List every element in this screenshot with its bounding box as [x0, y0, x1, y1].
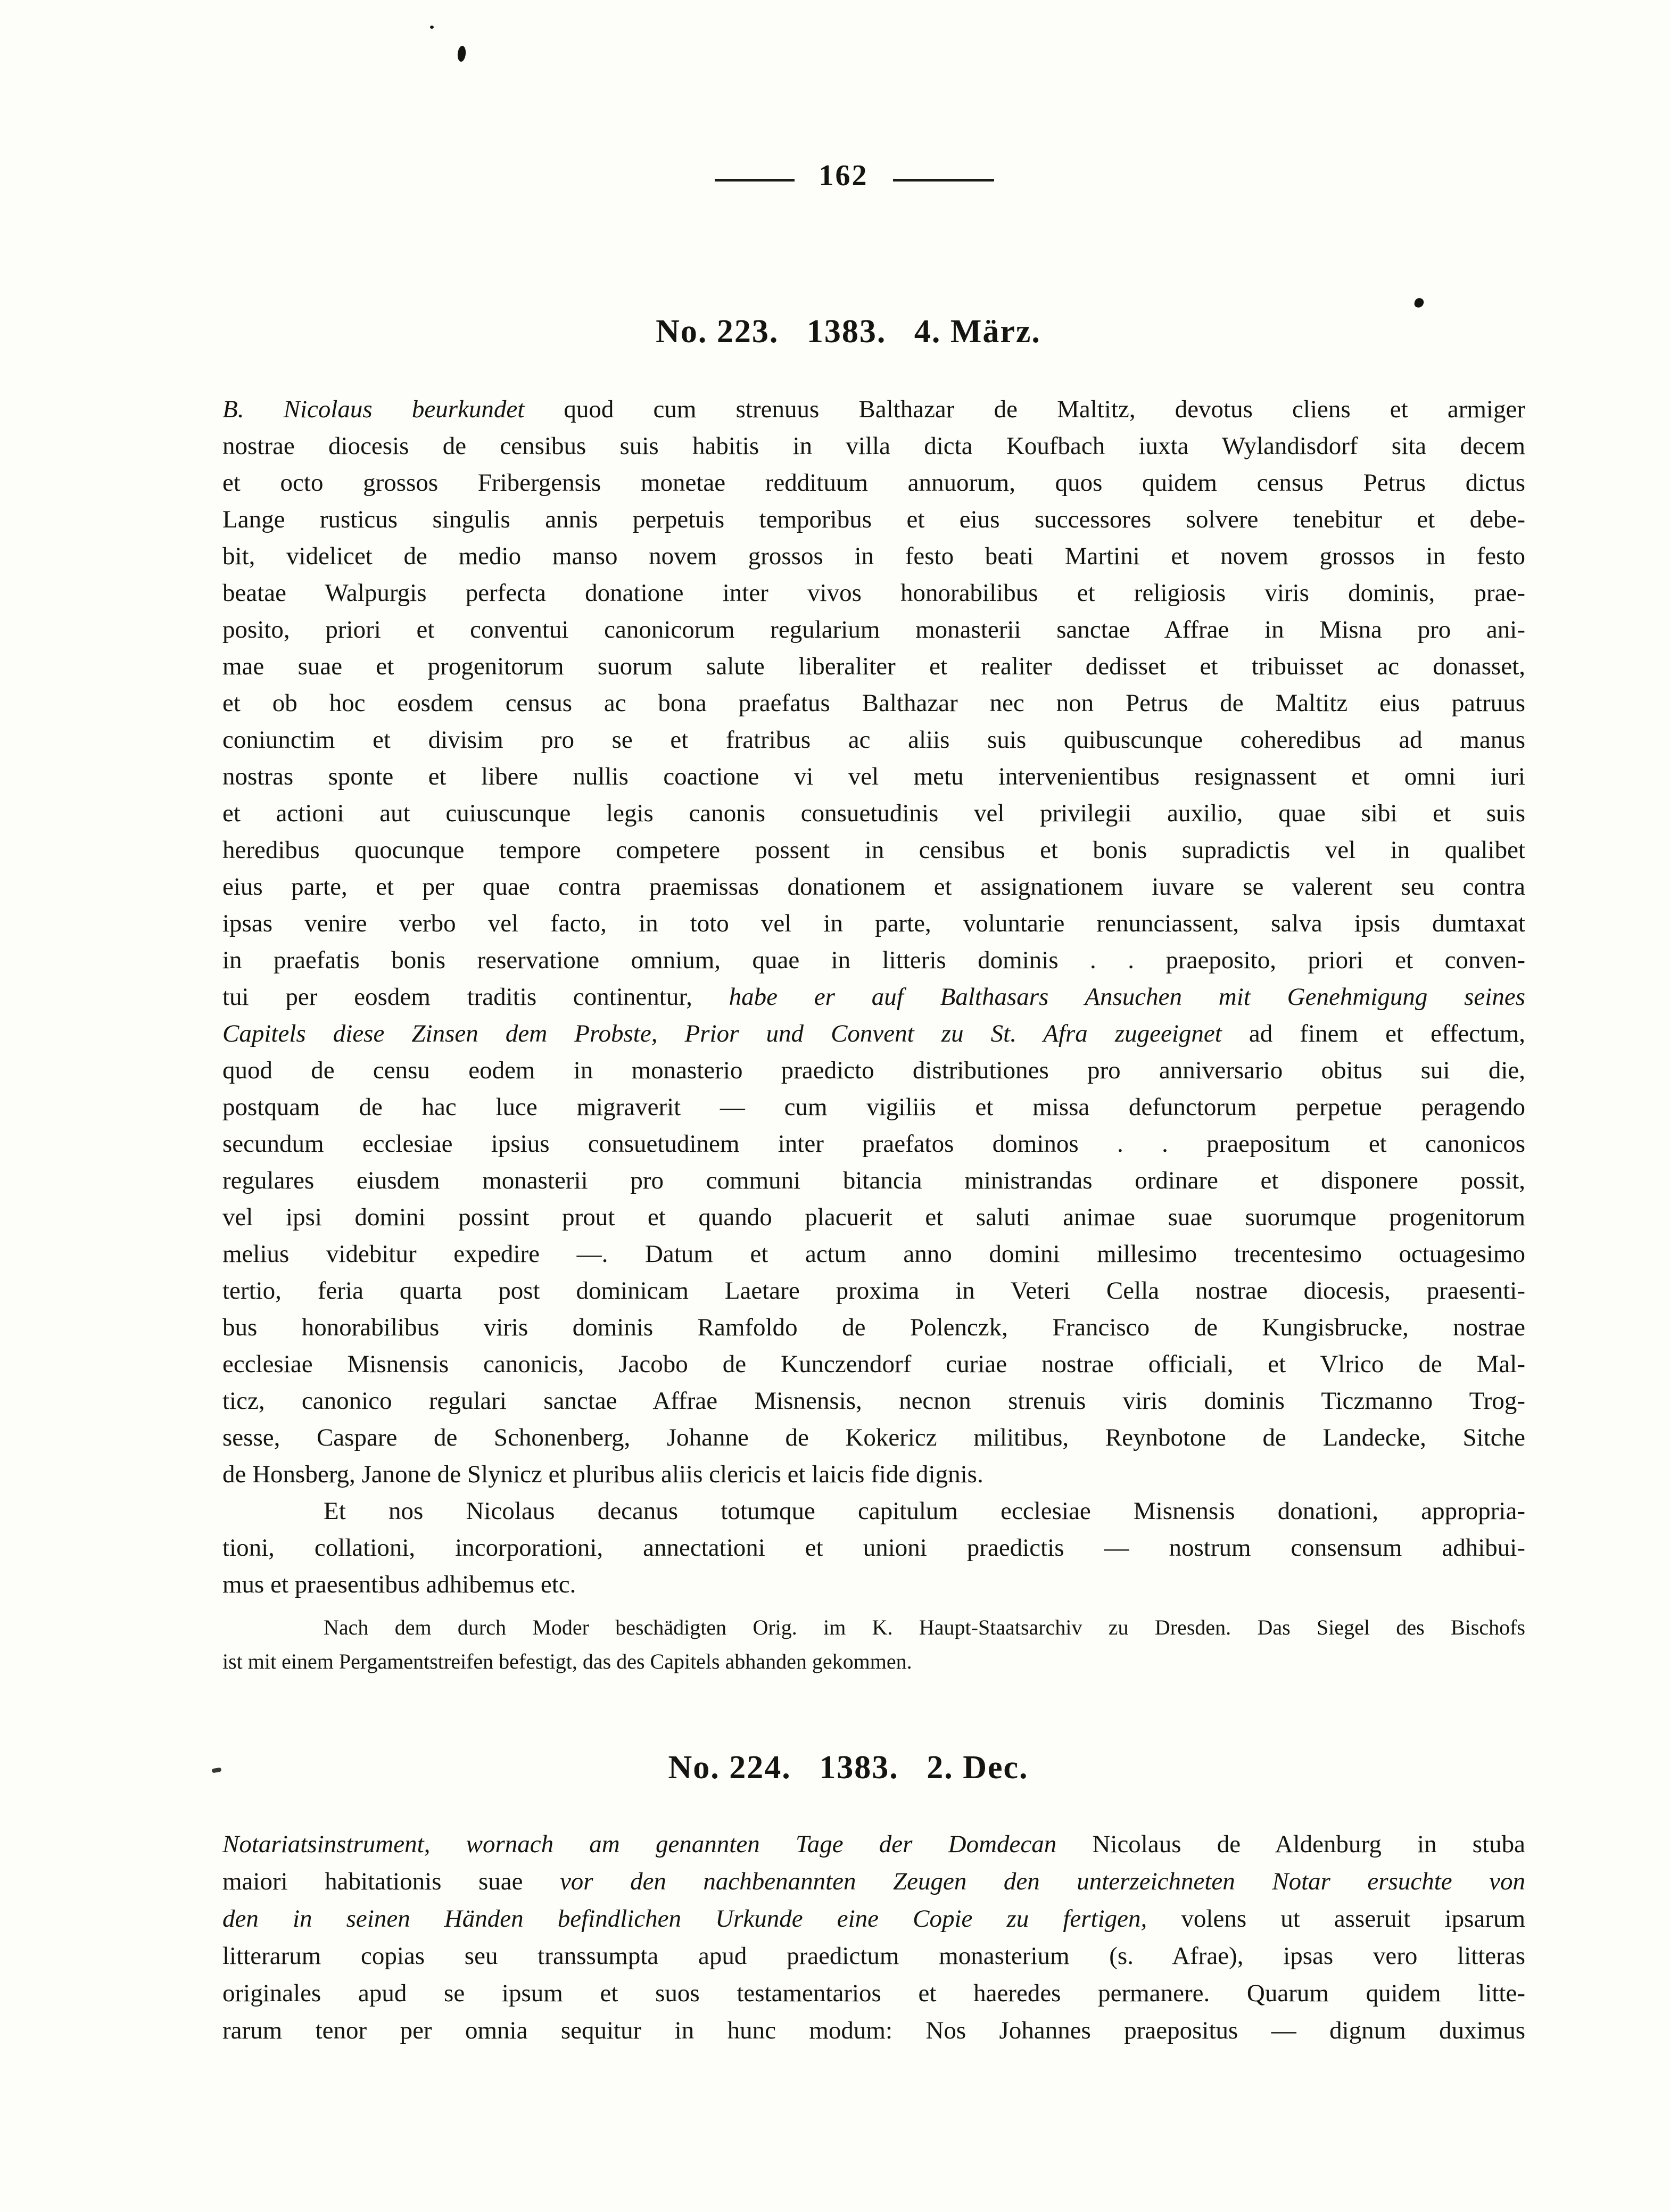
ink-blot-top	[457, 45, 466, 62]
ink-speck-top	[430, 26, 434, 29]
text-run: Nicolaus de Aldenburg in stuba	[1056, 1830, 1525, 1858]
text-line	[222, 1611, 1525, 1645]
page-number: 162	[819, 159, 869, 192]
text-line	[222, 1826, 1525, 1863]
italic-text-run: habe er auf Balthasars Ansuchen mit Genehmigung seines	[729, 983, 1525, 1011]
entry-223-source-note	[222, 1611, 1525, 1679]
entry-224-heading: No. 224. 1383. 2. Dec.	[668, 1749, 1029, 1786]
text-line	[222, 942, 1525, 979]
entry-223-paragraph-1	[222, 391, 1525, 1493]
text-line	[222, 1456, 1525, 1493]
text-line	[222, 1016, 1525, 1052]
text-run: maiori habitationis suae	[222, 1868, 560, 1895]
text-run: tioni, collationi, incorporationi, annectationi et unioni praedictis — nostrum consensum adhibui-	[222, 1534, 1525, 1562]
text-line	[222, 648, 1525, 685]
text-line	[222, 1346, 1525, 1383]
text-line	[222, 1530, 1525, 1566]
text-run: postquam de hac luce migraverit — cum vigiliis et missa defunctorum perpetue peragendo	[222, 1093, 1525, 1121]
italic-text-run: B. Nicolaus beurkundet	[222, 395, 525, 423]
entry-224-body	[222, 1826, 1525, 2049]
text-run: Nach dem durch Moder beschädigten Orig. im K. Haupt-Staatsarchiv zu Dresden. Das Siegel des Bischofs	[324, 1615, 1525, 1639]
italic-text-run: Capitels diese Zinsen dem Probste, Prior und Convent zu St. Afra zugeeignet	[222, 1020, 1222, 1047]
text-run: in praefatis bonis reservatione omnium, quae in litteris dominis . . praeposito, priori et conven-	[222, 946, 1525, 974]
text-line	[222, 758, 1525, 795]
text-line	[222, 1900, 1525, 1937]
entry-223-body	[222, 391, 1525, 1603]
text-line	[222, 1126, 1525, 1162]
text-line	[222, 1566, 1525, 1603]
text-line	[222, 722, 1525, 758]
text-run: et octo grossos Fribergensis monetae reddituum annuorum, quos quidem census Petrus dictus	[222, 469, 1525, 497]
text-run: originales apud se ipsum et suos testamentarios et haeredes permanere. Quarum quidem litte-	[222, 1979, 1525, 2007]
text-run: beatae Walpurgis perfecta donatione inter vivos honorabilibus et religiosis viris dominis, prae-	[222, 579, 1525, 607]
text-run: ecclesiae Misnensis canonicis, Jacobo de Kunczendorf curiae nostrae officiali, et Vlrico de Mal-	[222, 1350, 1525, 1378]
italic-text-run: vor den nachbenannten Zeugen den unterzeichneten Notar ersuchte von	[559, 1868, 1525, 1895]
text-run: mus et praesentibus adhibemus etc.	[222, 1571, 576, 1598]
text-run: tertio, feria quarta post dominicam Laetare proxima in Veteri Cella nostrae diocesis, praesenti-	[222, 1277, 1525, 1305]
text-line	[222, 1863, 1525, 1900]
text-run: sesse, Caspare de Schonenberg, Johanne de Kokericz militibus, Reynbotone de Landecke, Sitche	[222, 1424, 1525, 1451]
text-run: coniunctim et divisim pro se et fratribus ac aliis suis quibuscunque coheredibus ad manus	[222, 726, 1525, 754]
text-line	[222, 832, 1525, 869]
text-run: eius parte, et per quae contra praemissas donationem et assignationem iuvare se valerent seu contra	[222, 873, 1525, 901]
text-line	[222, 2012, 1525, 2049]
text-line	[222, 612, 1525, 648]
text-run: tui per eosdem traditis continentur,	[222, 983, 729, 1011]
italic-text-run: Notariatsinstrument, wornach am genannten Tage der Domdecan	[222, 1830, 1057, 1858]
text-run: bus honorabilibus viris dominis Ramfoldo de Polenczk, Francisco de Kungisbrucke, nostrae	[222, 1314, 1525, 1341]
text-line	[222, 391, 1525, 428]
ink-blot-right-margin	[1413, 297, 1424, 308]
text-line	[222, 905, 1525, 942]
text-line	[222, 1645, 1525, 1679]
text-run: ticz, canonico regulari sanctae Affrae Misnensis, necnon strenuis viris dominis Ticzmanno Trog-	[222, 1387, 1525, 1415]
text-run: Et nos Nicolaus decanus totumque capitulum ecclesiae Misnensis donationi, appropria-	[324, 1497, 1525, 1525]
text-run: quod cum strenuus Balthazar de Maltitz, devotus cliens et armiger	[524, 395, 1525, 423]
text-line	[222, 1162, 1525, 1199]
decorative-rule-left	[715, 179, 795, 181]
text-line	[222, 1937, 1525, 1975]
text-run: de Honsberg, Janone de Slynicz et pluribus aliis clericis et laicis fide dignis.	[222, 1460, 983, 1488]
text-line	[222, 685, 1525, 722]
text-line	[222, 428, 1525, 465]
text-run: Lange rusticus singulis annis perpetuis temporibus et eius successores solvere tenebitur et debe-	[222, 506, 1525, 533]
text-run: regulares eiusdem monasterii pro communi bitancia ministrandas ordinare et disponere possit,	[222, 1167, 1525, 1194]
text-line	[222, 1052, 1525, 1089]
text-line	[222, 1089, 1525, 1126]
text-line	[222, 1236, 1525, 1273]
text-line	[222, 465, 1525, 501]
entry-223-paragraph-2	[222, 1493, 1525, 1603]
text-line	[222, 1309, 1525, 1346]
text-run: et actioni aut cuiuscunque legis canonis consuetudinis vel privilegii auxilio, quae sibi et suis	[222, 799, 1525, 827]
text-run: et ob hoc eosdem census ac bona praefatus Balthazar nec non Petrus de Maltitz eius patruus	[222, 689, 1525, 717]
entry-223-heading: No. 223. 1383. 4. März.	[656, 313, 1041, 350]
decorative-rule-right	[893, 179, 994, 181]
text-run: litterarum copias seu transsumpta apud praedictum monasterium (s. Afrae), ipsas vero litteras	[222, 1942, 1525, 1970]
text-run: rarum tenor per omnia sequitur in hunc modum: Nos Johannes praepositus — dignum duximus	[222, 2017, 1525, 2044]
text-run: heredibus quocunque tempore competere possent in censibus et bonis supradictis vel in qualibet	[222, 836, 1525, 864]
text-run: mae suae et progenitorum suorum salute liberaliter et realiter dedisset et tribuisset ac donasset,	[222, 653, 1525, 680]
italic-text-run: den in seinen Händen befindlichen Urkunde eine Copie zu fertigen,	[222, 1905, 1147, 1933]
text-run: secundum ecclesiae ipsius consuetudinem inter praefatos dominos . . praepositum et canonicos	[222, 1130, 1525, 1158]
text-run: vel ipsi domini possint prout et quando placuerit et saluti animae suae suorumque progenitorum	[222, 1203, 1525, 1231]
page-header	[202, 159, 1506, 193]
text-run: nostrae diocesis de censibus suis habitis in villa dicta Koufbach iuxta Wylandisdorf sita decem	[222, 432, 1525, 460]
text-run: volens ut asseruit ipsarum	[1147, 1905, 1525, 1933]
text-run: ad finem et effectum,	[1221, 1020, 1526, 1047]
text-line	[222, 538, 1525, 575]
text-line	[222, 795, 1525, 832]
text-line	[222, 575, 1525, 612]
text-line	[222, 1493, 1525, 1530]
text-run: quod de censu eodem in monasterio praedicto distributiones pro anniversario obitus sui die,	[222, 1057, 1525, 1084]
text-run: ist mit einem Pergamentstreifen befestigt, das des Capitels abhanden gekommen.	[222, 1649, 912, 1673]
text-line	[222, 1273, 1525, 1309]
text-run: bit, videlicet de medio manso novem grossos in festo beati Martini et novem grossos in festo	[222, 542, 1525, 570]
text-line	[222, 501, 1525, 538]
text-line	[222, 1199, 1525, 1236]
text-line	[222, 1975, 1525, 2012]
text-line	[222, 1383, 1525, 1419]
text-line	[222, 869, 1525, 905]
text-run: ipsas venire verbo vel facto, in toto vel in parte, voluntarie renunciassent, salva ipsis dumtaxat	[222, 910, 1525, 937]
text-run: melius videbitur expedire —. Datum et actum anno domini millesimo trecentesimo octuagesimo	[222, 1240, 1525, 1268]
text-run: nostras sponte et libere nullis coactione vi vel metu intervenientibus resignassent et omni iuri	[222, 763, 1525, 790]
text-line	[222, 1419, 1525, 1456]
text-run: posito, priori et conventui canonicorum regularium monasterii sanctae Affrae in Misna pro ani-	[222, 616, 1525, 643]
text-line	[222, 979, 1525, 1016]
